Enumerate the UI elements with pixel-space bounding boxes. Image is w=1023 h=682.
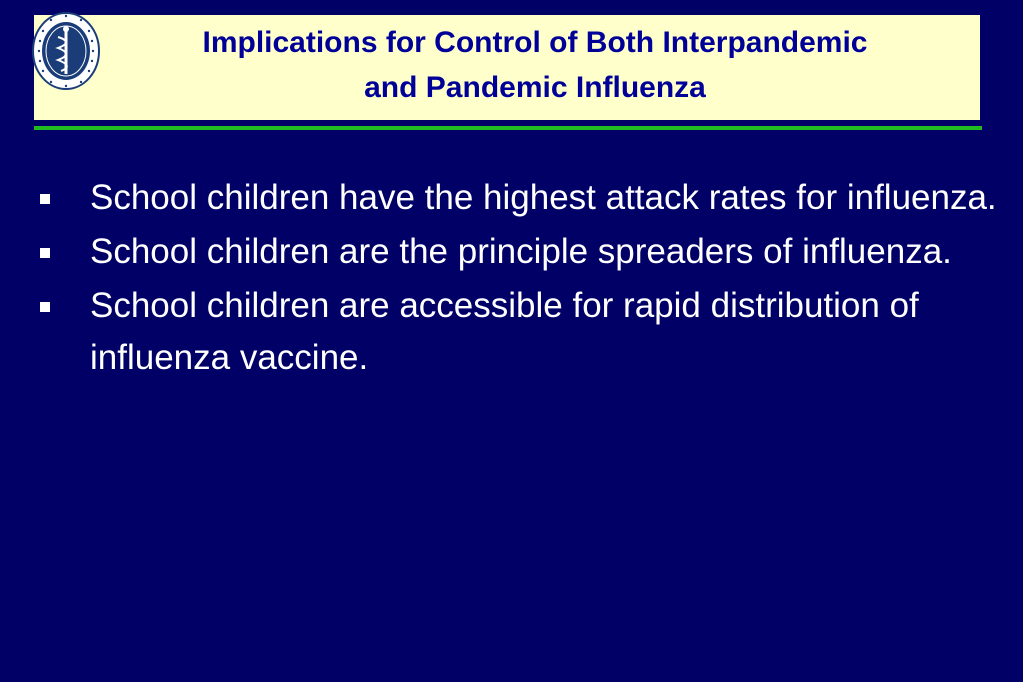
- caduceus-seal-icon: [31, 11, 101, 91]
- title-underline-blue: [34, 120, 980, 122]
- bullet-item: [36, 172, 1011, 224]
- slide-title: [120, 20, 950, 110]
- bullet-item: [36, 226, 1011, 278]
- slide-title-line-2: and Pandemic Influenza: [364, 71, 706, 104]
- bullet-text: School children are accessible for rapid distribution of influenza vaccine.: [90, 286, 919, 377]
- square-bullet-icon: [40, 194, 50, 204]
- title-underline-green: [34, 126, 982, 130]
- square-bullet-icon: [40, 248, 50, 258]
- bullet-list: [36, 172, 1011, 386]
- slide-title-line-1: Implications for Control of Both Interpandemic: [202, 26, 868, 59]
- bullet-text: School children are the principle spreaders of influenza.: [90, 232, 952, 271]
- square-bullet-icon: [40, 302, 50, 312]
- bullet-item: [36, 280, 1011, 384]
- bullet-text: School children have the highest attack rates for influenza.: [90, 178, 997, 217]
